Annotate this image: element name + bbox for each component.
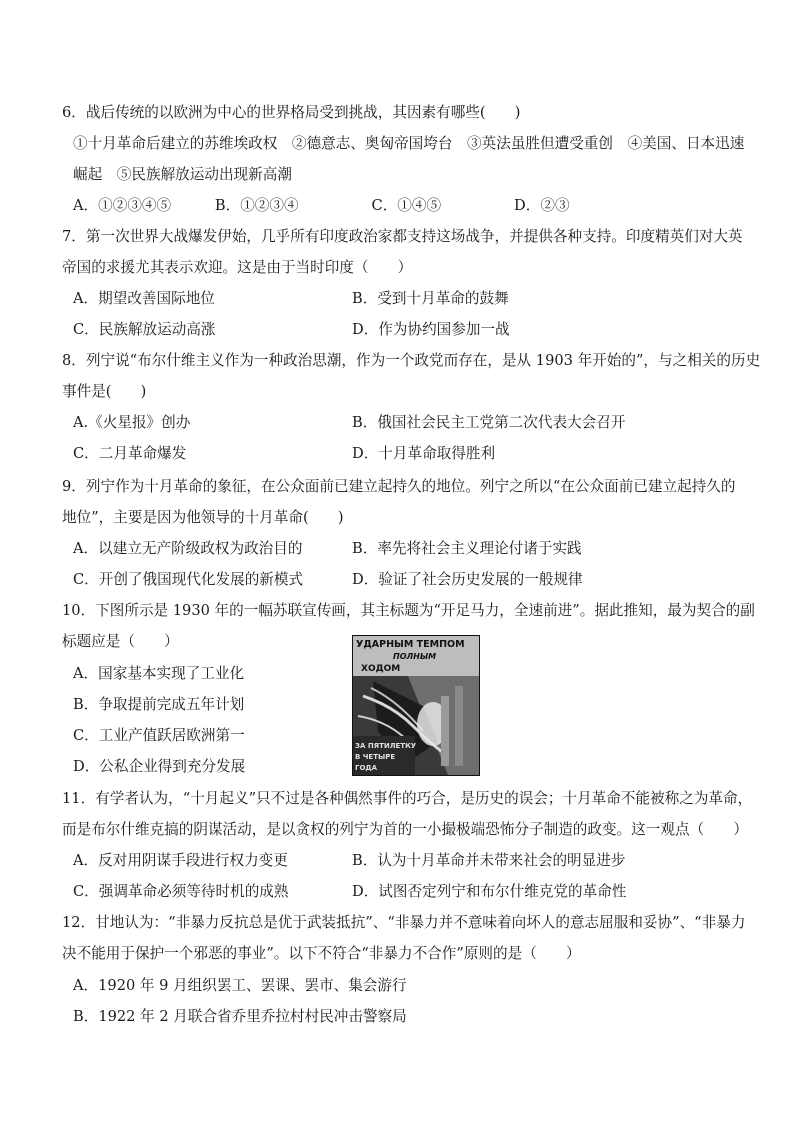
q12-stem-line1: 12．甘地认为：“非暴力反抗总是优于武装抵抗”、“非暴力并不意味着向坏人的意志屈服和妥协”、“非暴力 bbox=[62, 914, 746, 931]
q7-option-c: C．民族解放运动高涨 bbox=[73, 321, 216, 338]
q8-stem-line2: 事件是( ) bbox=[62, 383, 147, 400]
q10-stem-line1: 10．下图所示是 1930 年的一幅苏联宣传画，其主标题为“开足马力，全速前进”。据此推知，最为契合的副 bbox=[62, 602, 755, 619]
q10-stem-line2: 标题应是（ ） bbox=[62, 633, 179, 650]
poster-text-bottom2: В ЧЕТЫРЕ bbox=[355, 753, 396, 761]
q10-option-d: D．公私企业得到充分发展 bbox=[73, 758, 246, 775]
q6-options: A．①②③④⑤ B．①②③④ C．①④⑤ D．②③ bbox=[73, 197, 570, 214]
q8-option-d: D．十月革命取得胜利 bbox=[352, 445, 496, 462]
q6-items-line1: ①十月革命后建立的苏维埃政权 ②德意志、奥匈帝国垮台 ③英法虽胜但遭受重创 ④美国、日本迅速 bbox=[73, 135, 745, 152]
q12-option-b: B．1922 年 2 月联合省乔里乔拉村村民冲击警察局 bbox=[73, 1008, 407, 1025]
q11-option-b: B．认为十月革命并未带来社会的明显进步 bbox=[352, 852, 626, 869]
q7-stem-line1: 7．第一次世界大战爆发伊始，几乎所有印度政治家都支持这场战争，并提供各种支持。印度精英们对大英 bbox=[62, 228, 743, 245]
q6-stem: 6．战后传统的以欧洲为中心的世界格局受到挑战，其因素有哪些( ) bbox=[62, 104, 521, 121]
poster-text-bottom3: ГОДА bbox=[355, 764, 378, 772]
q11-option-c: C．强调革命必须等待时机的成熟 bbox=[73, 883, 289, 900]
q8-stem-line1: 8．列宁说“布尔什维主义作为一种政治思潮，作为一个政党而存在，是从 1903 年开始的”，与之相关的历史 bbox=[62, 352, 761, 369]
q10-option-c: C．工业产值跃居欧洲第一 bbox=[73, 727, 245, 744]
q8-option-b: B．俄国社会民主工党第二次代表大会召开 bbox=[352, 414, 626, 431]
q7-option-b: B．受到十月革命的鼓舞 bbox=[352, 290, 509, 307]
q7-option-a: A．期望改善国际地位 bbox=[73, 290, 215, 307]
q8-option-c: C．二月革命爆发 bbox=[73, 445, 187, 462]
q11-option-d: D．试图否定列宁和布尔什维克党的革命性 bbox=[352, 883, 627, 900]
q7-stem-line2: 帝国的求援尤其表示欢迎。这是由于当时印度（ ） bbox=[62, 259, 413, 276]
poster-text-top3: ХОДОМ bbox=[361, 664, 401, 674]
q9-stem-line1: 9．列宁作为十月革命的象征，在公众面前已建立起持久的地位。列宁之所以“在公众面前已建立起持久的 bbox=[62, 478, 736, 495]
q10-option-b: B．争取提前完成五年计划 bbox=[73, 696, 245, 713]
q9-stem-line2: 地位”，主要是因为他领导的十月革命( ) bbox=[62, 509, 344, 526]
q11-stem-line2: 而是布尔什维克搞的阴谋活动，是以贪权的列宁为首的一小撮极端恐怖分子制造的政变。这一观点（ ） bbox=[62, 821, 748, 838]
q11-stem-line1: 11．有学者认为，“十月起义”只不过是各种偶然事件的巧合，是历史的误会；十月革命不能被称之为革命， bbox=[62, 790, 753, 807]
q9-option-b: B．率先将社会主义理论付诸于实践 bbox=[352, 540, 582, 557]
q9-option-d: D．验证了社会历史发展的一般规律 bbox=[352, 571, 583, 588]
poster-text-bottom1: ЗА ПЯТИЛЕТКУ bbox=[355, 742, 417, 750]
q12-stem-line2: 决不能用于保护一个邪恶的事业”。以下不符合“非暴力不合作”原则的是（ ） bbox=[62, 945, 581, 962]
soviet-poster-image bbox=[352, 635, 480, 776]
q9-option-a: A．以建立无产阶级政权为政治目的 bbox=[73, 540, 303, 557]
poster-text-top1: УДАРНЫМ ТЕМПОМ bbox=[356, 639, 465, 650]
poster-text-top2: ПОЛНЫМ bbox=[393, 652, 437, 661]
q8-option-a: A.《火星报》创办 bbox=[73, 414, 191, 431]
q10-option-a: A．国家基本实现了工业化 bbox=[73, 665, 245, 682]
q6-items-line2: 崛起 ⑤民族解放运动出现新高潮 bbox=[73, 166, 292, 183]
q12-option-a: A．1920 年 9 月组织罢工、罢课、罢市、集会游行 bbox=[73, 977, 407, 994]
q9-option-c: C．开创了俄国现代化发展的新模式 bbox=[73, 571, 304, 588]
q11-option-a: A．反对用阴谋手段进行权力变更 bbox=[73, 852, 288, 869]
q7-option-d: D．作为协约国参加一战 bbox=[352, 321, 510, 338]
